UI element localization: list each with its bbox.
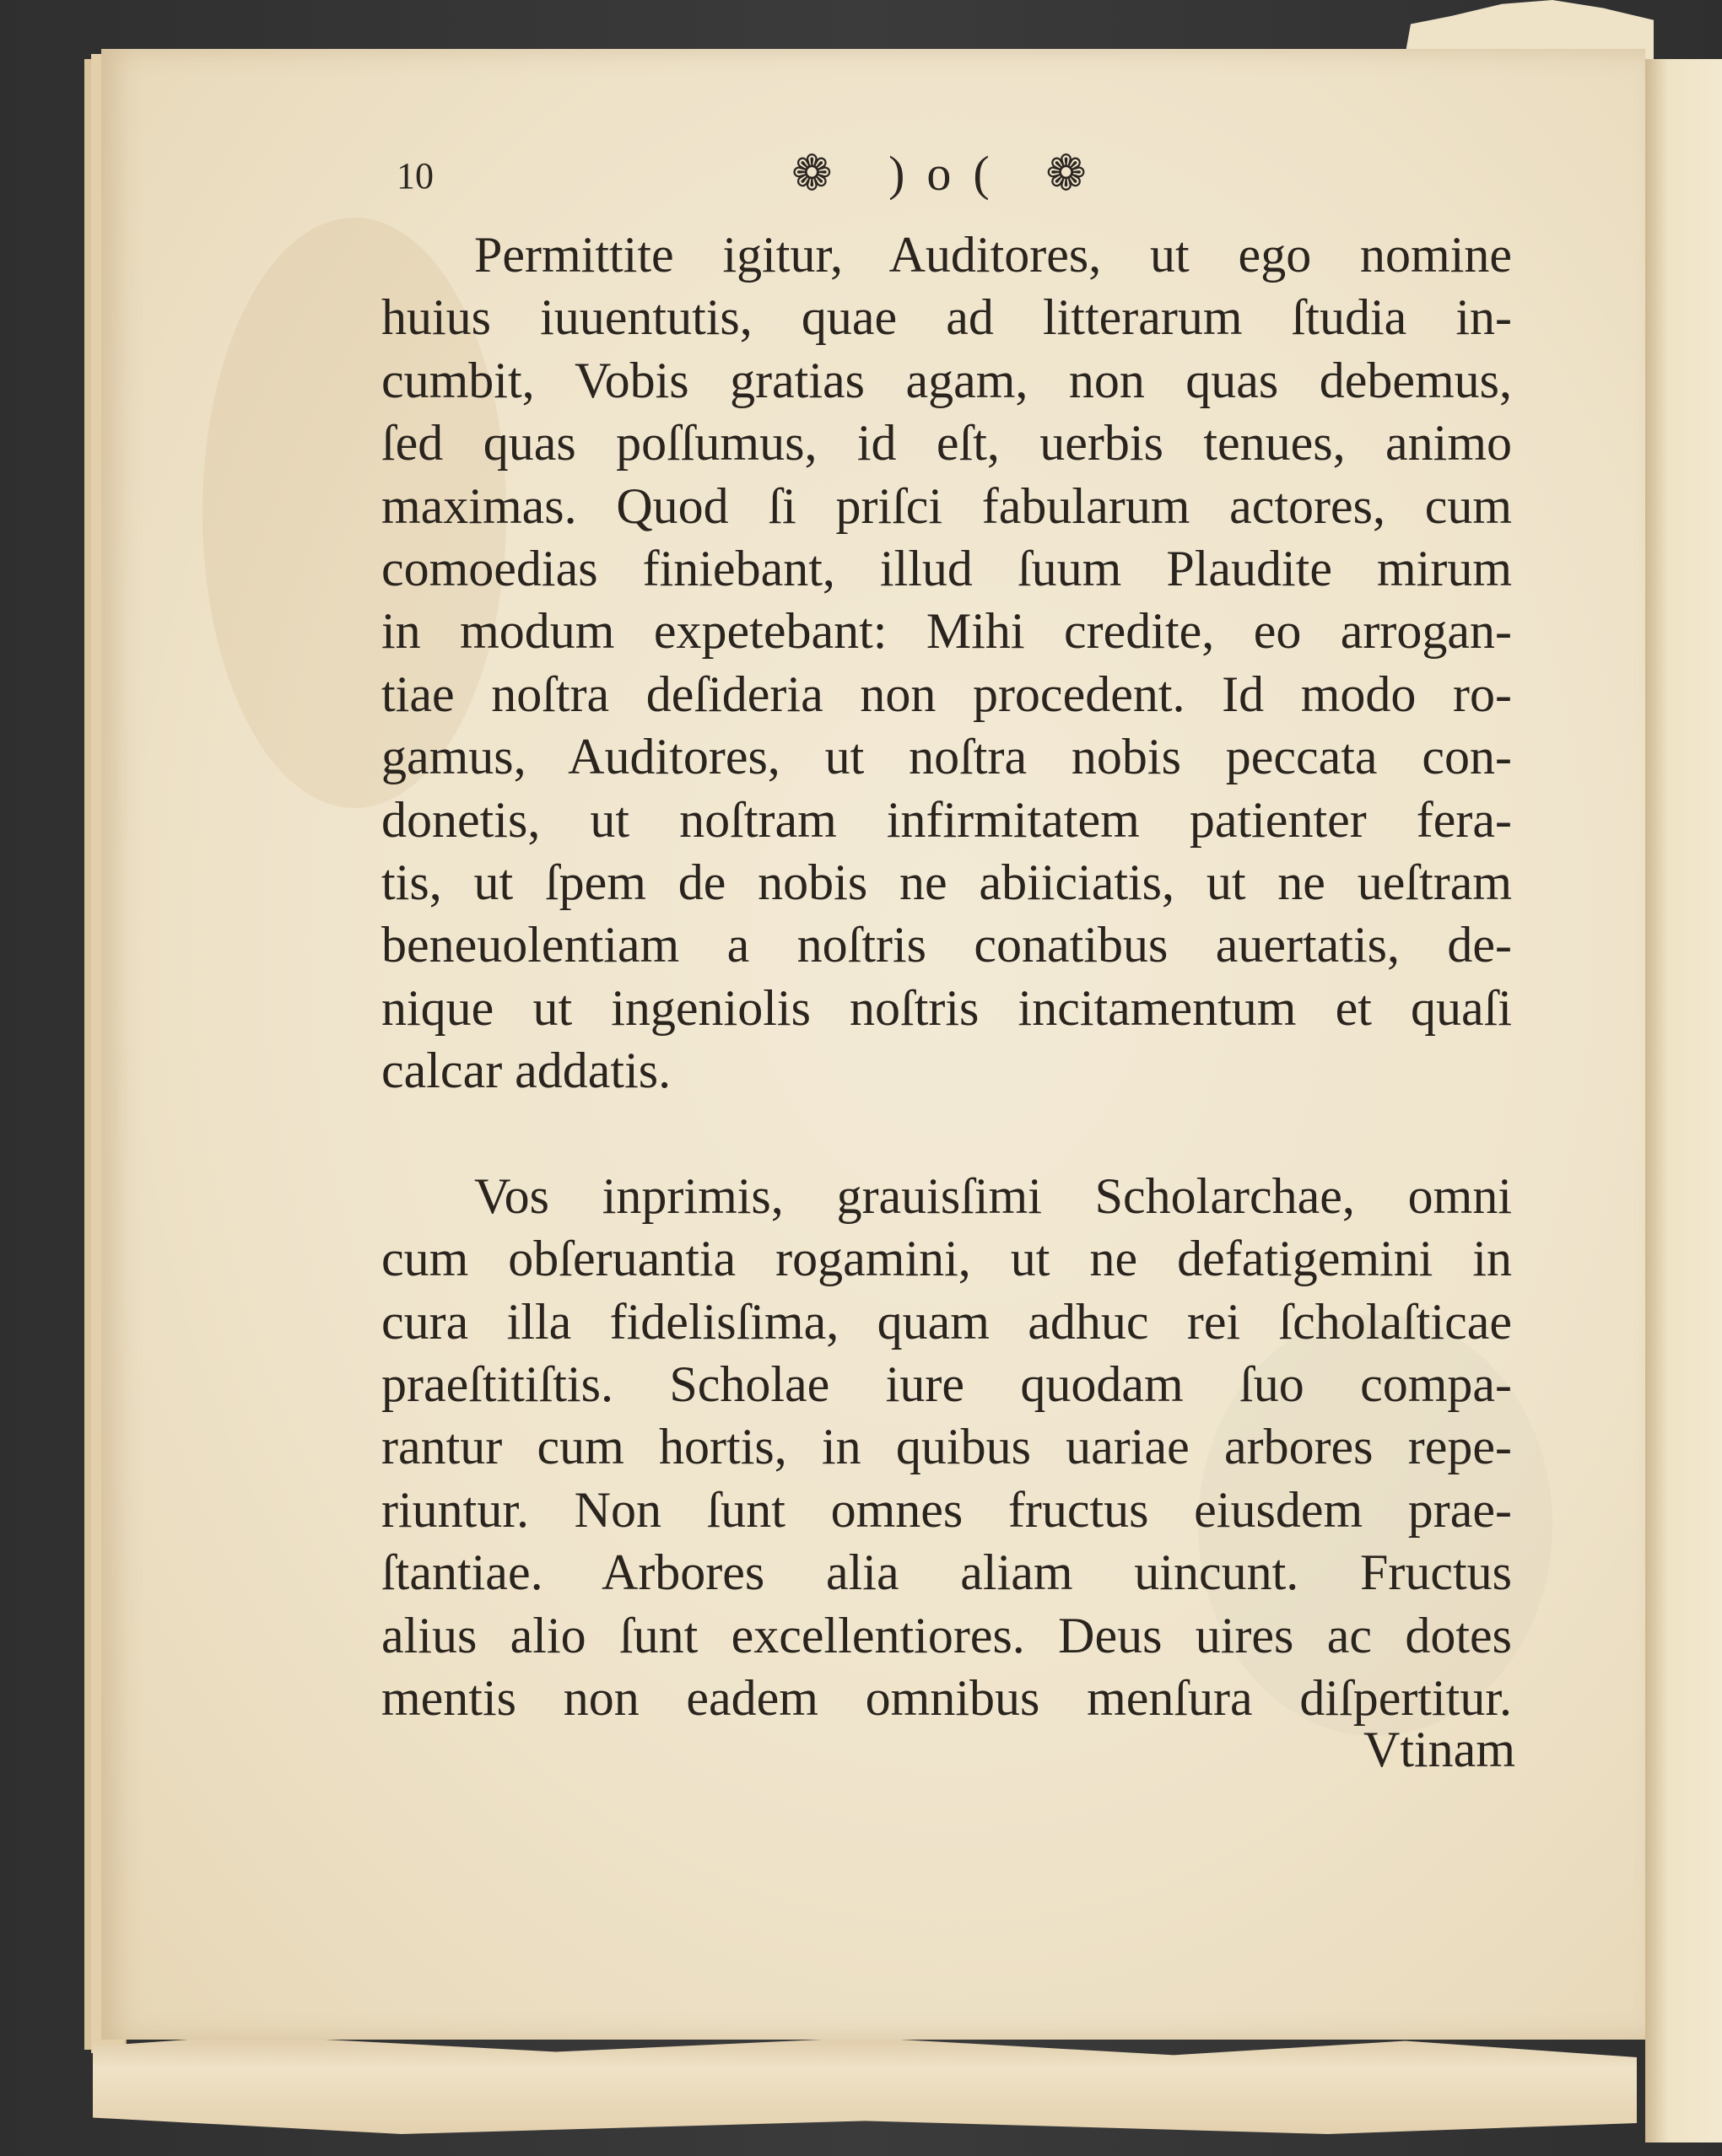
text-line: in modum expetebant: Mihi credite, eo arrogan-: [381, 603, 1512, 660]
header-ornament: ❁ )o( ❁: [791, 146, 1109, 201]
text-line: ſtantiae. Arbores alia aliam uincunt. Fructus: [381, 1544, 1512, 1601]
text-line: praeſtitiſtis. Scholae iure quodam ſuo compa-: [381, 1356, 1512, 1412]
text-line: mentis non eadem omnibus menſura diſpertitur.: [381, 1669, 1512, 1726]
deckled-bottom-edge: [93, 2024, 1637, 2134]
body-text: [381, 224, 1512, 1729]
text-line: Permittite igitur, Auditores, ut ego nomine: [474, 227, 1512, 283]
facing-page-edge: [1645, 59, 1722, 2143]
paragraph: [381, 1165, 1512, 1730]
running-header: [397, 139, 1519, 215]
catchword: Vtinam: [1363, 1722, 1515, 1777]
text-line: tis, ut ſpem de nobis ne abiiciatis, ut ne ueſtram: [381, 854, 1512, 911]
text-line: tiae noſtra deſideria non procedent. Id modo ro-: [381, 666, 1512, 722]
text-line: huius iuuentutis, quae ad litterarum ſtudia in-: [381, 289, 1512, 346]
paragraph: [381, 224, 1512, 1102]
text-line: Vos inprimis, grauisſimi Scholarchae, omni: [474, 1167, 1512, 1224]
text-line: rantur cum hortis, in quibus uariae arbores repe-: [381, 1419, 1512, 1475]
text-line: gamus, Auditores, ut noſtra nobis peccata con-: [381, 729, 1512, 785]
text-line: calcar addatis.: [381, 1043, 672, 1099]
text-line: cum obſeruantia rogamini, ut ne defatigemini in: [381, 1231, 1512, 1287]
text-line: comoedias finiebant, illud ſuum Plaudite mirum: [381, 541, 1512, 597]
text-line: ſed quas poſſumus, id eſt, uerbis tenues, animo: [381, 415, 1512, 472]
text-line: donetis, ut noſtram infirmitatem patienter fera-: [381, 791, 1512, 848]
text-line: maximas. Quod ſi priſci fabularum actores, cum: [381, 477, 1512, 534]
page-number: 10: [397, 155, 434, 197]
paragraph-spacer: [381, 1102, 1512, 1165]
text-line: alius alio ſunt excellentiores. Deus uires ac dotes: [381, 1607, 1512, 1663]
text-line: riuntur. Non ſunt omnes fructus eiusdem prae-: [381, 1481, 1512, 1538]
text-line: beneuolentiam a noſtris conatibus auertatis, de-: [381, 917, 1512, 973]
text-line: cura illa fidelisſima, quam adhuc rei ſcholaſticae: [381, 1293, 1512, 1350]
text-line: cumbit, Vobis gratias agam, non quas debemus,: [381, 352, 1512, 408]
text-line: nique ut ingeniolis noſtris incitamentum et quaſi: [381, 979, 1512, 1036]
